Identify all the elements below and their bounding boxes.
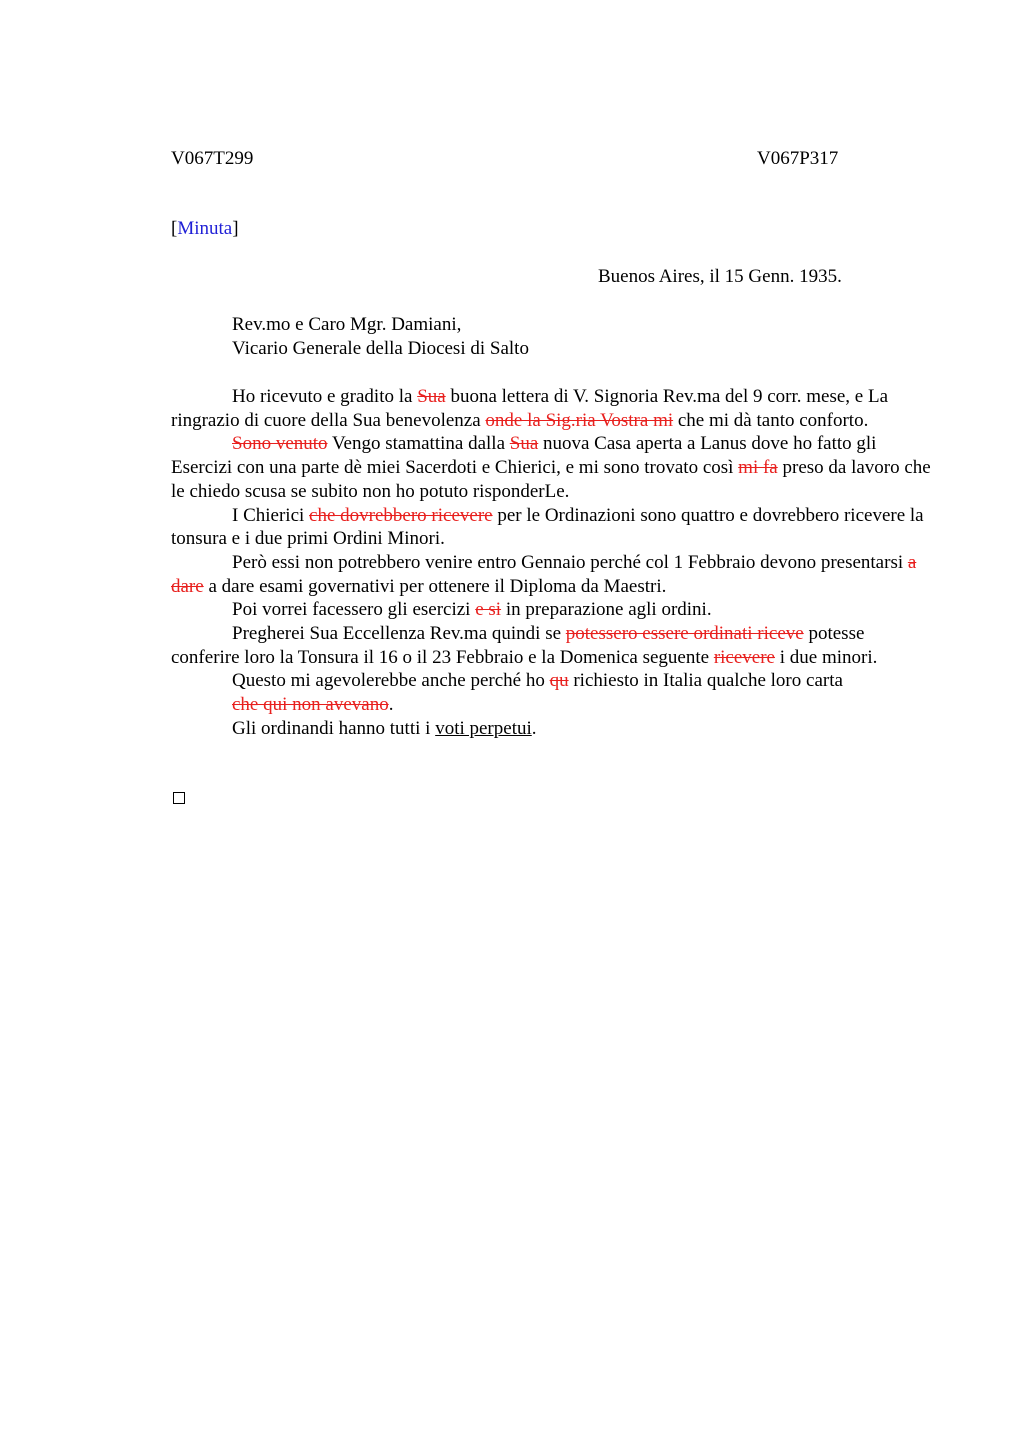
text-run: Vengo stamattina dalla (327, 433, 510, 455)
text-run: Poi vorrei facessero gli esercizi (232, 599, 476, 621)
text-run: Gli ordinandi hanno tutti i (232, 717, 436, 739)
deleted-text: Sono venuto (232, 433, 328, 455)
text-run: buona lettera di V. Signoria Rev.ma del 9 corr. mese, e La ringrazio di cuore della Sua benevolenza (171, 386, 889, 431)
paragraph-2 (171, 432, 931, 503)
paragraph-4 (171, 551, 931, 598)
deleted-text: Sua (417, 386, 446, 407)
deleted-text: Sua (509, 433, 539, 455)
reference-code-right: V067P317 (757, 148, 839, 169)
text-run: . (388, 694, 394, 716)
deleted-text: onde la Sig.ria Vostra mi (485, 409, 674, 431)
deleted-text: che dovrebbero ricevere (309, 504, 493, 526)
salutation-line-1: Rev.mo e Caro Mgr. Damiani, (232, 314, 462, 335)
text-run: Ho ricevuto e gradito la (232, 386, 418, 407)
paragraph-5 (171, 598, 931, 622)
reference-code-left: V067T299 (171, 148, 254, 169)
text-run: per le Ordinazioni sono quattro e dovrebbero ricevere la tonsura e i due primi Ordini Minori. (171, 504, 924, 550)
deleted-text: ricevere (713, 646, 775, 668)
dateline: Buenos Aires, il 15 Genn. 1935. (598, 266, 842, 287)
text-run: nuova Casa aperta a Lanus dove ho fatto gli Esercizi con una parte dè miei Sacerdoti e Chierici, e mi sono trovato così (171, 433, 877, 479)
minuta-bracket-close: ] (232, 218, 239, 239)
deleted-text: mi fa (738, 457, 778, 479)
paragraph-7 (171, 669, 931, 716)
salutation-line-2: Vicario Generale della Diocesi di Salto (232, 338, 529, 359)
text-run: che mi dà tanto conforto. (673, 409, 869, 431)
deleted-text: potessero essere ordinati riceve (565, 623, 804, 645)
deleted-text: a dare (171, 551, 917, 597)
salutation (232, 313, 529, 361)
text-run: I Chierici (232, 504, 310, 526)
paragraph-6 (171, 622, 931, 669)
text-run: i due minori. (775, 646, 878, 668)
minuta-bracket-open: [ (171, 218, 178, 239)
text-run: Però essi non potrebbero venire entro Gennaio perché col 1 Febbraio devono presentarsi (232, 551, 908, 573)
text-run: in preparazione agli ordini. (501, 599, 712, 621)
deleted-text: qu (549, 670, 569, 692)
text-run: richiesto in Italia qualche loro carta (568, 670, 843, 692)
text-run: a dare esami governativi per ottenere il Diploma da Maestri. (203, 575, 667, 597)
deleted-text: e si (475, 599, 502, 621)
text-run: potesse conferire loro la Tonsura il 16 o il 23 Febbraio e la Domenica seguente (171, 623, 865, 668)
text-run: Pregherei Sua Eccellenza Rev.ma quindi se (232, 623, 566, 645)
deleted-text: che qui non avevano (232, 694, 389, 716)
underlined-text: voti perpetui (435, 717, 532, 739)
text-run: . (531, 717, 537, 739)
letter-body (171, 385, 931, 741)
paragraph-8 (171, 717, 931, 741)
minuta-text: Minuta (177, 218, 233, 239)
text-run: preso da lavoro che le chiedo scusa se subito non ho potuto risponderLe. (171, 457, 931, 502)
minuta-label (171, 218, 239, 240)
text-run: Questo mi agevolerebbe anche perché ho (232, 670, 550, 692)
paragraph-1 (171, 385, 931, 432)
checkbox-icon (173, 792, 185, 804)
paragraph-3 (171, 504, 931, 551)
